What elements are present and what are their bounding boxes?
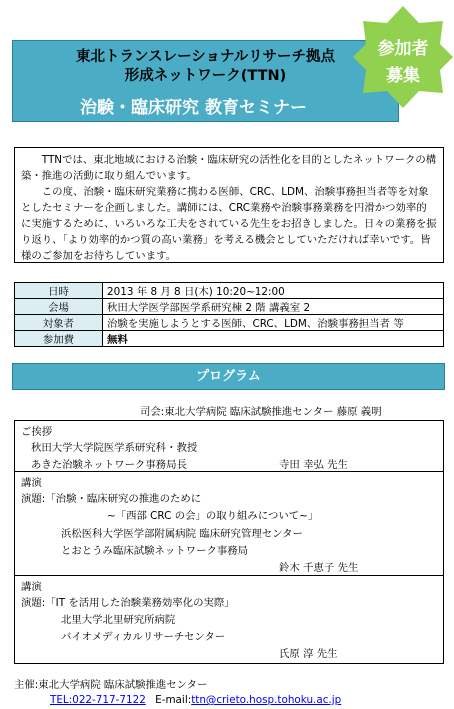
divider (15, 575, 443, 576)
intro-paragraph-1: TTNでは、東北地域における治験・臨床研究の活性化を目的としたネットワークの構築・推進の活動に取り組んでいます。 (21, 154, 437, 182)
lecture2-affiliation-2: バイオメディカルリサーチセンター (61, 631, 226, 643)
lecture2-speaker: 氏原 淳 先生 (279, 648, 338, 660)
info-value: 秋田大学医学部医学系研究棟 2 階 講義室 2 (103, 299, 444, 315)
badge-line1: 参加者 (377, 39, 429, 59)
header-banner (12, 40, 399, 122)
intro-paragraph-2: この度、治験・臨床研究業務に携わる医師、CRC、LDM、治験事務担当者等を対象としたセミナーを企画しました。講師には、CRC業務や治験事務業務を円滑かつ効率的に実施するために、いろいろな工夫をされている先生をお招きしました。日々の業務を振り返り、「より効率的かつ質の高い業務」を考える機会としていただければ幸いです。皆様のご参加をお待ちしています。 (21, 186, 437, 262)
table-row (15, 315, 444, 331)
seminar-title: 治験・臨床研究 教育セミナー (80, 98, 307, 118)
greeting-affiliation-1: 秋田大学大学院医学系研究科・教授 (31, 442, 198, 454)
tel-link[interactable]: TEL:022-717-7122 (50, 694, 146, 706)
info-value: 無料 (103, 331, 444, 347)
greeting-heading: ご挨拶 (21, 426, 53, 438)
lecture2-heading: 講演 (21, 581, 42, 593)
greeting-affiliation-2: あきた治験ネットワーク事務局長 (31, 459, 187, 471)
divider (15, 471, 443, 472)
organizer-line: 主催:東北大学病院 臨床試験推進センター (14, 679, 208, 691)
info-label: 会場 (15, 299, 103, 315)
greeting-speaker: 寺田 幸弘 先生 (279, 459, 348, 471)
table-row (15, 283, 444, 299)
table-row (15, 299, 444, 315)
email-link[interactable]: ttn@crieto.hosp.tohoku.ac.jp (191, 694, 342, 706)
lecture1-speaker: 鈴木 千恵子 先生 (279, 562, 359, 574)
info-label: 日時 (15, 283, 103, 299)
table-row (15, 331, 444, 347)
lecture1-affiliation-2: とおとうみ臨床試験ネットワーク事務局 (61, 545, 249, 557)
info-table (14, 282, 444, 347)
header-title-line2: 形成ネットワーク(TTN) (124, 68, 287, 84)
email-label: E-mail: (155, 694, 192, 706)
lecture1-subtitle: ~「西部 CRC の会」の取り組みについて~」 (107, 510, 319, 522)
header-title-line1: 東北トランスレーショナルリサーチ拠点 (76, 49, 335, 65)
emcee-line: 司会:東北大学病院 臨床試験推進センター 藤原 義明 (140, 406, 382, 418)
lecture2-affiliation-1: 北里大学北里研究所病院 (61, 614, 176, 626)
badge-line2: 募集 (386, 66, 420, 86)
intro-box (14, 147, 444, 263)
info-value: 2013 年 8 月 8 日(木) 10:20~12:00 (103, 283, 444, 299)
contact-line (50, 694, 341, 706)
participants-wanted-badge (353, 6, 453, 108)
info-label: 参加費 (15, 331, 103, 347)
lecture1-heading: 講演 (21, 477, 42, 489)
lecture1-affiliation-1: 浜松医科大学医学部附属病院 臨床研究管理センター (61, 528, 303, 540)
lecture2-title: 演題:「IT を活用した治験業務効率化の実際」 (21, 597, 235, 609)
program-box (14, 420, 444, 664)
program-heading: プログラム (12, 363, 445, 390)
info-value: 治験を実施しようとする医師、CRC、LDM、治験事務担当者 等 (103, 315, 444, 331)
info-label: 対象者 (15, 315, 103, 331)
lecture1-title: 演題:「治験・臨床研究の推進のために (21, 493, 202, 505)
